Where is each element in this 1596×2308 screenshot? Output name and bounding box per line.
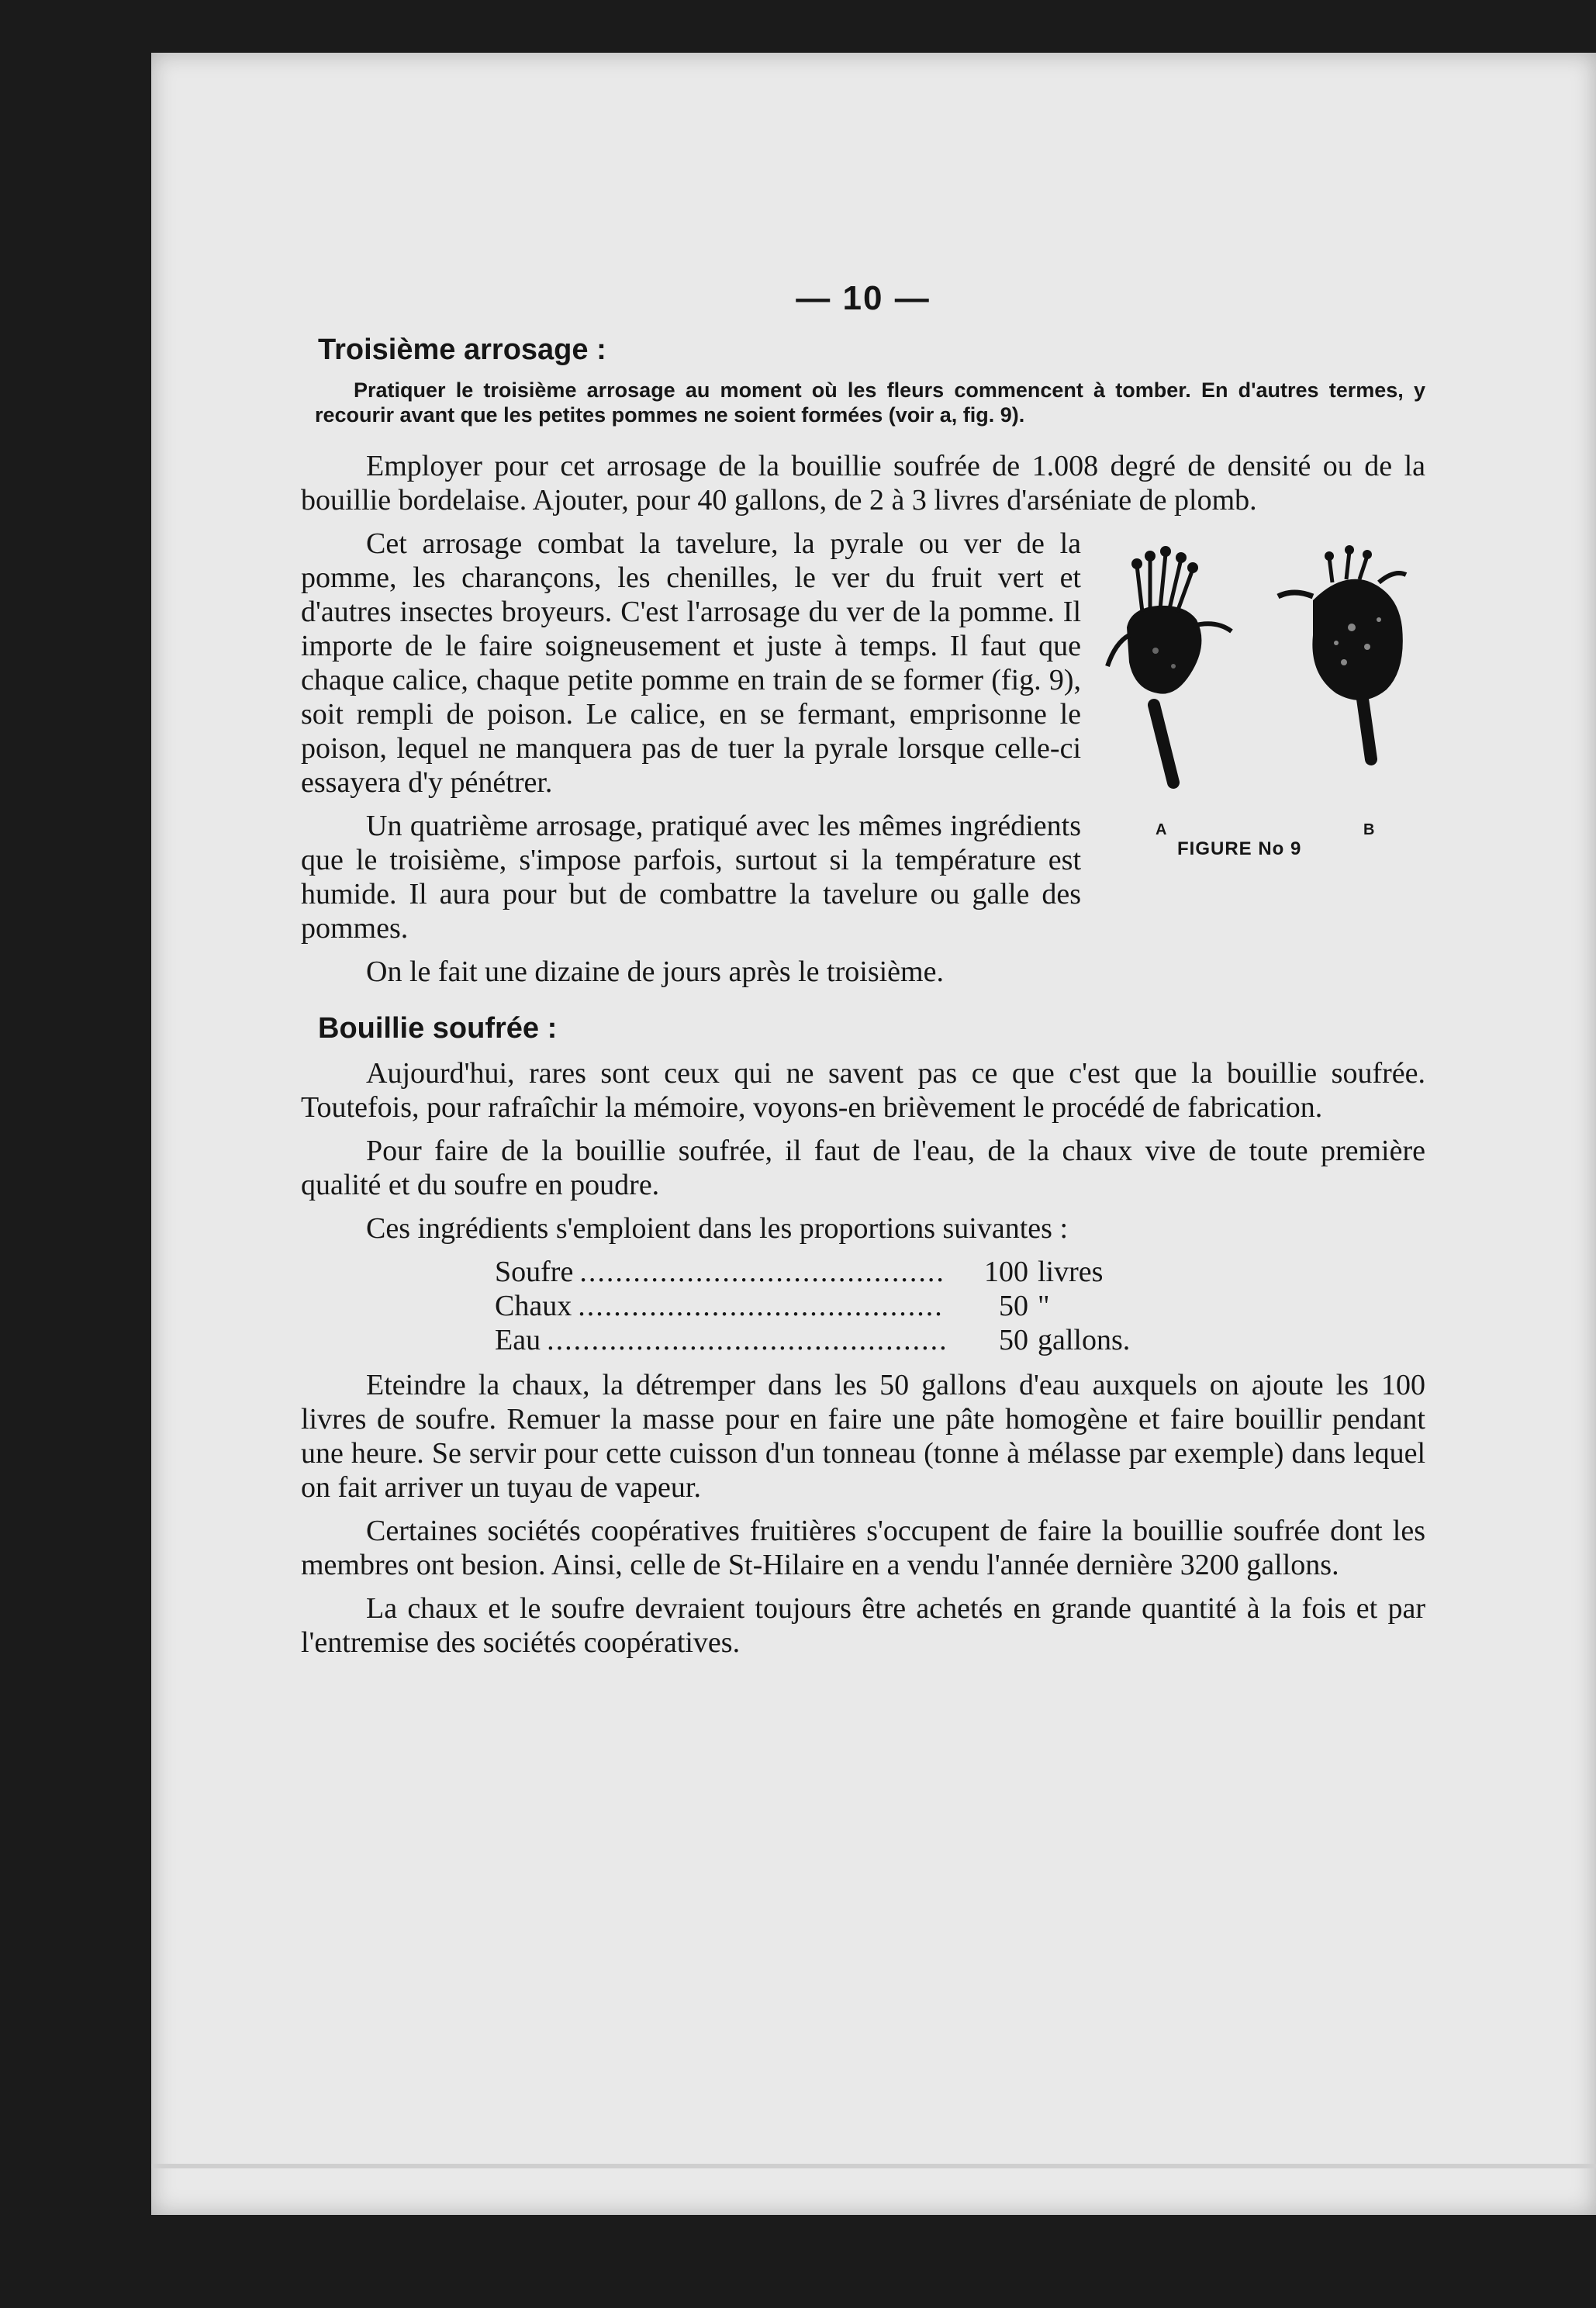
proportion-name: Eau xyxy=(495,1324,541,1356)
proportion-name: Chaux xyxy=(495,1290,572,1322)
proportion-unit: gallons. xyxy=(1038,1324,1131,1356)
leader-dots xyxy=(547,1323,945,1357)
paragraph-proportions-intro: Ces ingrédients s'emploient dans les proportions suivantes : xyxy=(366,1212,1069,1245)
paragraph-employer: Employer pour cet arrosage de la bouillie soufrée de 1.008 degré de densité ou de la bouillie bordelaise. Ajouter, pour 40 gallons, de 2 à 3 livres d'arséniate de plomb. xyxy=(301,450,1425,517)
figure-caption: FIGURE No 9 xyxy=(1177,838,1302,859)
figure-label-a: A xyxy=(1156,821,1167,838)
proportion-row-soufre xyxy=(495,1255,1169,1289)
proportion-quantity: 50 xyxy=(999,1290,1028,1322)
heading-bouillie-soufree: Bouillie soufrée : xyxy=(318,1012,558,1045)
calyx-open-drawing xyxy=(1107,546,1232,783)
paragraph-chaux-et-soufre: La chaux et le soufre devraient toujours être achetés en grande quantité à la fois et par l'entremise des sociétés coopératives. xyxy=(301,1592,1425,1659)
page-bottom-edge xyxy=(151,2164,1596,2168)
proportion-row-chaux xyxy=(495,1289,1169,1323)
proportion-quantity: 100 xyxy=(984,1256,1028,1288)
paragraph-quatrieme-arrosage: Un quatrième arrosage, pratiqué avec les mêmes ingrédients que le troisième, s'impose parfois, surtout si la température est humide. Il aura pour but de combattre la tavelure ou galle des pommes. xyxy=(301,810,1081,945)
lead-paragraph: Pratiquer le troisième arrosage au moment où les fleurs commencent à tomber. En d'autres termes, y recourir avant que les petites pommes ne soient formées (voir a, fig. 9). xyxy=(315,378,1425,427)
figure-label-b: B xyxy=(1363,821,1375,838)
paragraph-dizaine-de-jours: On le fait une dizaine de jours après le troisième. xyxy=(366,955,944,988)
proportion-row-eau xyxy=(495,1323,1169,1357)
paragraph-societes-cooperatives: Certaines sociétés coopératives fruitières s'occupent de faire la bouillie soufrée dont les membres ont besion. Ainsi, celle de St-Hilaire en a vendu l'année dernière 3200 gallons. xyxy=(301,1515,1425,1581)
proportions-table xyxy=(495,1255,1169,1357)
proportion-unit: livres xyxy=(1038,1256,1104,1288)
page-number: — 10 — xyxy=(796,279,931,317)
page-content xyxy=(301,279,1425,1669)
paragraph-eteindre-la-chaux: Eteindre la chaux, la détremper dans les 50 gallons d'eau auxquels on ajoute les 100 livres de soufre. Remuer la masse pour en faire une pâte homogène et faire bouillir pendant une heure. Se servir pour cette cuisson d'un tonneau (tonne à mélasse par exemple) dans lequel on fait arriver un tuyau de vapeur. xyxy=(301,1369,1425,1504)
figure-9 xyxy=(1100,534,1425,876)
paragraph-cet-arrosage: Cet arrosage combat la tavelure, la pyrale ou ver de la pomme, les charançons, les chenilles, le ver du fruit vert et d'autres insectes broyeurs. C'est l'arrosage du ver de la pomme. Il importe de le faire soigneusement et juste à temps. Il faut que chaque calice, chaque petite pomme en train de se former (fig. 9), soit rempli de poison. Le calice, en se fermant, emprisonne le poison, lequel ne manquera pas de tuer la pyrale lorsque celle-ci essayera d'y pénétrer. xyxy=(301,527,1081,799)
proportion-unit: " xyxy=(1038,1290,1050,1322)
calyx-closed-drawing xyxy=(1278,545,1406,759)
paragraph-aujourdhui: Aujourd'hui, rares sont ceux qui ne savent pas ce que c'est que la bouillie soufrée. Toutefois, pour rafraîchir la mémoire, voyons-en brièvement le procédé de fabrication. xyxy=(301,1057,1425,1124)
apple-blossom-illustration xyxy=(1100,534,1425,829)
leader-dots xyxy=(578,1289,945,1323)
leader-dots xyxy=(579,1255,945,1289)
heading-troisieme-arrosage: Troisième arrosage : xyxy=(318,333,606,366)
paragraph-pour-faire: Pour faire de la bouillie soufrée, il faut de l'eau, de la chaux vive de toute première qualité et du soufre en poudre. xyxy=(301,1135,1425,1201)
proportion-quantity: 50 xyxy=(999,1324,1028,1356)
proportion-name: Soufre xyxy=(495,1256,574,1288)
